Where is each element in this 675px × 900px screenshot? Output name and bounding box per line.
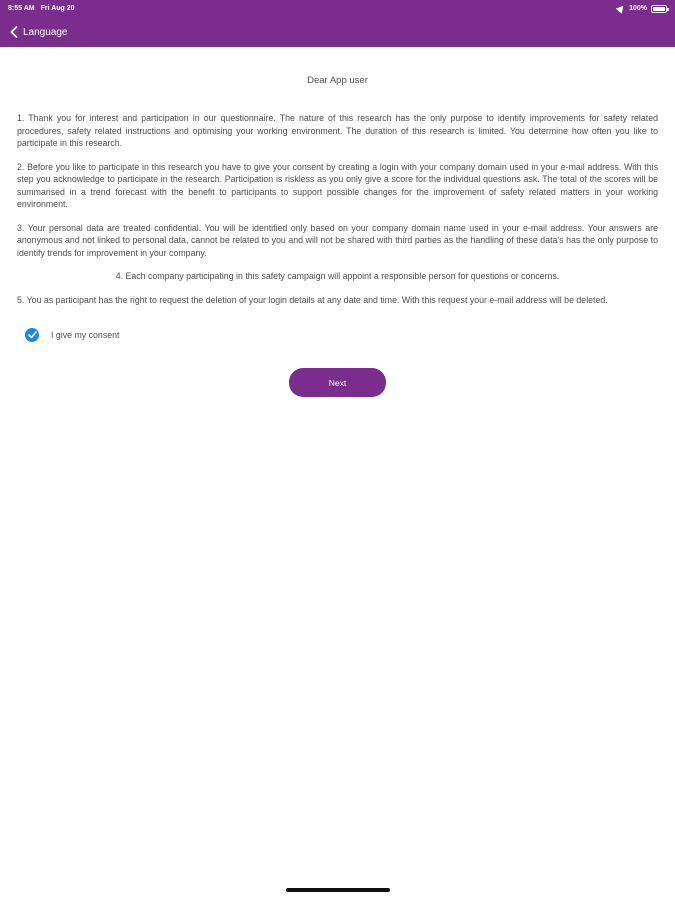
checkmark-icon: [28, 331, 37, 339]
consent-page-content: [0, 47, 675, 397]
chevron-left-icon: [10, 26, 18, 38]
status-date: Fri Aug 20: [40, 5, 75, 12]
battery-icon: [651, 5, 667, 13]
battery-percent: 100%: [629, 5, 647, 12]
consent-paragraph-3: 3. Your personal data are treated confidential. You will be identified only based on your company domain name used in your e-mail address. Your answers are anonymous and not linked to personal data, cannot be related to you and will not be shared with third parties as the handling of these data's has the only purpose to identify trends for improvement in your company.: [17, 222, 658, 258]
page-title: Dear App user: [307, 75, 368, 86]
back-button-label: Language: [23, 26, 68, 38]
consent-paragraph-2: 2. Before you like to participate in this research you have to give your consent by creating a login with your company domain used in your e-mail address. With this step you acknowledge to participate in the research. Participation is riskless as you only give a score for the individual questions ask. The total of the scores will be summarised in a trend forecast with the benefit to participants to support possible changes for the improvement of safety related matters in your working environment.: [17, 161, 658, 209]
button-row: [17, 368, 658, 397]
location-arrow-icon: [616, 3, 627, 14]
consent-checkbox[interactable]: [25, 328, 39, 342]
next-button[interactable]: Next: [289, 368, 386, 397]
app-header: [0, 0, 675, 47]
back-button-language[interactable]: [10, 26, 68, 38]
consent-paragraph-5: 5. You as participant has the right to request the deletion of your login details at any date and time. With this request your e-mail address will be deleted.: [17, 294, 608, 305]
consent-paragraph-4: 4. Each company participating in this safety campaign will appoint a responsible person for questions or concerns.: [115, 271, 560, 281]
consent-checkbox-row: [25, 328, 658, 342]
home-indicator[interactable]: [286, 888, 390, 892]
status-bar: [0, 0, 675, 17]
status-time: 8:55 AM: [8, 5, 35, 12]
consent-paragraph-1: 1. Thank you for interest and participation in our questionnaire. The nature of this research has the only purpose to identify improvements for safety related procedures, safety related instructions and optimising your working environment. The duration of this research is limited. You determine how often you like to participate in this research.: [17, 113, 658, 148]
navigation-bar: [0, 17, 675, 47]
consent-checkbox-label[interactable]: I give my consent: [51, 330, 120, 340]
